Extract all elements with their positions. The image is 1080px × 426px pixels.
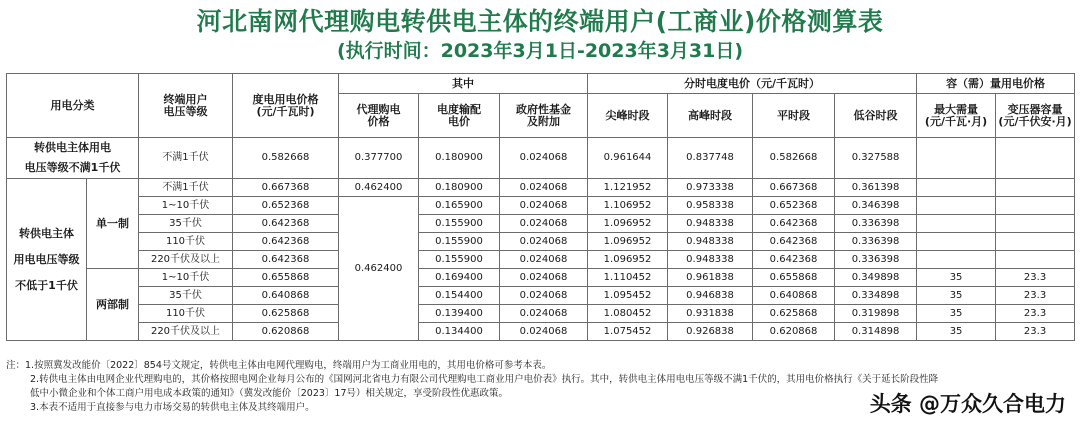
header-transmission: 电度输配 电价	[419, 94, 500, 138]
peak-cell: 1.096952	[588, 215, 668, 233]
header-proxy: 代理购电 价格	[339, 94, 419, 138]
valley-cell: 0.327588	[835, 138, 917, 179]
high-cell: 0.837748	[668, 138, 753, 179]
trans-cell: 0.155900	[419, 251, 500, 269]
header-max-demand: 最大需量 (元/千瓦·月)	[917, 94, 996, 138]
group-single: 单一制	[87, 179, 139, 269]
peak-cell: 1.080452	[588, 305, 668, 323]
price-cell: 0.642368	[233, 251, 339, 269]
trans-cell: 0.169400	[419, 269, 500, 287]
valley-cell: 0.336398	[835, 251, 917, 269]
fund-cell: 0.024068	[500, 323, 588, 341]
demand-cell	[917, 179, 996, 197]
high-cell: 0.961838	[668, 269, 753, 287]
transformer-cell	[996, 179, 1075, 197]
price-cell: 0.667368	[233, 179, 339, 197]
demand-cell: 35	[917, 287, 996, 305]
transformer-cell	[996, 251, 1075, 269]
transformer-cell	[996, 215, 1075, 233]
demand-cell	[917, 197, 996, 215]
header-flat: 平时段	[753, 94, 835, 138]
fund-cell: 0.024068	[500, 215, 588, 233]
header-high: 高峰时段	[668, 94, 753, 138]
flat-cell: 0.640868	[753, 287, 835, 305]
voltage-cell: 1~10千伏	[139, 269, 233, 287]
trans-cell: 0.180900	[419, 179, 500, 197]
transformer-cell: 23.3	[996, 323, 1075, 341]
price-cell: 0.640868	[233, 287, 339, 305]
price-cell: 0.625868	[233, 305, 339, 323]
fund-cell: 0.024068	[500, 138, 588, 179]
header-category: 用电分类	[7, 74, 139, 138]
voltage-cell: 不满1千伏	[139, 179, 233, 197]
flat-cell: 0.625868	[753, 305, 835, 323]
table-row	[7, 269, 1075, 287]
price-table	[6, 73, 1075, 341]
price-cell: 0.620868	[233, 323, 339, 341]
table-row	[7, 305, 1075, 323]
proxy-merged-cell: 0.462400	[339, 197, 419, 341]
group-over-1kv: 转供电主体 用电电压等级 不低于1千伏	[7, 179, 87, 341]
fund-cell: 0.024068	[500, 197, 588, 215]
valley-cell: 0.336398	[835, 215, 917, 233]
valley-cell: 0.314898	[835, 323, 917, 341]
group-two-part: 两部制	[87, 269, 139, 341]
demand-cell	[917, 251, 996, 269]
header-tou: 分时电度电价（元/千瓦时）	[588, 74, 917, 94]
note-line: 注：1.按照冀发改能价〔2022〕854号文规定，转供电主体由电网代理购电，终端用户为工商业用电的，其用电价格可参考本表。	[6, 360, 552, 371]
flat-cell: 0.652368	[753, 197, 835, 215]
demand-cell: 35	[917, 269, 996, 287]
demand-cell	[917, 138, 996, 179]
flat-cell: 0.642368	[753, 215, 835, 233]
proxy-cell: 0.462400	[339, 179, 419, 197]
fund-cell: 0.024068	[500, 269, 588, 287]
trans-cell: 0.154400	[419, 287, 500, 305]
high-cell: 0.948338	[668, 251, 753, 269]
transformer-cell	[996, 138, 1075, 179]
trans-cell: 0.180900	[419, 138, 500, 179]
fund-cell: 0.024068	[500, 305, 588, 323]
fund-cell: 0.024068	[500, 179, 588, 197]
high-cell: 0.948338	[668, 233, 753, 251]
valley-cell: 0.361398	[835, 179, 917, 197]
peak-cell: 1.110452	[588, 269, 668, 287]
note-line: 2.转供电主体由电网企业代理购电的，其价格按照电网企业每月公布的《国网河北省电力有限公司代理购电工商业用户电价表》执行。其中，转供电主体用电电压等级不满1千伏的，其用电价格执行《关于延长阶段性降	[30, 374, 939, 385]
high-cell: 0.926838	[668, 323, 753, 341]
voltage-cell: 220千伏及以上	[139, 251, 233, 269]
demand-cell	[917, 233, 996, 251]
table-row	[7, 215, 1075, 233]
high-cell: 0.931838	[668, 305, 753, 323]
table-row	[7, 138, 1075, 179]
watermark: 头条 @万众久合电力	[866, 388, 1070, 418]
note-line: 3.本表不适用于直接参与电力市场交易的转供电主体及其终端用户。	[30, 402, 315, 413]
header-among: 其中	[339, 74, 588, 94]
valley-cell: 0.349898	[835, 269, 917, 287]
high-cell: 0.973338	[668, 179, 753, 197]
flat-cell: 0.620868	[753, 323, 835, 341]
table-row	[7, 233, 1075, 251]
price-cell: 0.655868	[233, 269, 339, 287]
header-capacity: 容（需）量用电价格	[917, 74, 1075, 94]
table-row	[7, 179, 1075, 197]
group-under-1kv: 转供电主体用电 电压等级不满1千伏	[7, 138, 139, 179]
peak-cell: 1.095452	[588, 287, 668, 305]
high-cell: 0.958338	[668, 197, 753, 215]
header-unit-price: 度电用电价格 (元/千瓦时)	[233, 74, 339, 138]
voltage-cell: 不满1千伏	[139, 138, 233, 179]
table-row	[7, 251, 1075, 269]
page-subtitle: (执行时间：2023年3月1日-2023年3月31日)	[336, 40, 744, 62]
demand-cell	[917, 215, 996, 233]
trans-cell: 0.139400	[419, 305, 500, 323]
price-cell: 0.652368	[233, 197, 339, 215]
trans-cell: 0.165900	[419, 197, 500, 215]
trans-cell: 0.155900	[419, 215, 500, 233]
header-transformer: 变压器容量 (元/千伏安·月)	[996, 94, 1075, 138]
flat-cell: 0.642368	[753, 233, 835, 251]
voltage-cell: 110千伏	[139, 305, 233, 323]
valley-cell: 0.336398	[835, 233, 917, 251]
voltage-cell: 220千伏及以上	[139, 323, 233, 341]
peak-cell: 1.096952	[588, 251, 668, 269]
table-row	[7, 197, 1075, 215]
transformer-cell: 23.3	[996, 269, 1075, 287]
price-cell: 0.642368	[233, 233, 339, 251]
transformer-cell: 23.3	[996, 287, 1075, 305]
high-cell: 0.948338	[668, 215, 753, 233]
price-cell: 0.582668	[233, 138, 339, 179]
peak-cell: 1.096952	[588, 233, 668, 251]
note-line: 低中小微企业和个体工商户用电成本政策的通知》（冀发改能价〔2023〕17号）相关规定，享受阶段性优惠政策。	[30, 388, 509, 399]
fund-cell: 0.024068	[500, 233, 588, 251]
transformer-cell	[996, 233, 1075, 251]
demand-cell: 35	[917, 323, 996, 341]
high-cell: 0.946838	[668, 287, 753, 305]
header-valley: 低谷时段	[835, 94, 917, 138]
demand-cell: 35	[917, 305, 996, 323]
peak-cell: 1.121952	[588, 179, 668, 197]
peak-cell: 1.106952	[588, 197, 668, 215]
proxy-cell: 0.377700	[339, 138, 419, 179]
fund-cell: 0.024068	[500, 287, 588, 305]
valley-cell: 0.346398	[835, 197, 917, 215]
peak-cell: 0.961644	[588, 138, 668, 179]
valley-cell: 0.334898	[835, 287, 917, 305]
transformer-cell	[996, 197, 1075, 215]
page-title: 河北南网代理购电转供电主体的终端用户(工商业)价格测算表	[196, 7, 884, 36]
header-peak: 尖峰时段	[588, 94, 668, 138]
trans-cell: 0.155900	[419, 233, 500, 251]
header-voltage: 终端用户 电压等级	[139, 74, 233, 138]
table-row	[7, 287, 1075, 305]
price-cell: 0.642368	[233, 215, 339, 233]
header-fund: 政府性基金 及附加	[500, 94, 588, 138]
trans-cell: 0.134400	[419, 323, 500, 341]
flat-cell: 0.655868	[753, 269, 835, 287]
flat-cell: 0.667368	[753, 179, 835, 197]
fund-cell: 0.024068	[500, 251, 588, 269]
voltage-cell: 35千伏	[139, 215, 233, 233]
table-row	[7, 323, 1075, 341]
transformer-cell: 23.3	[996, 305, 1075, 323]
voltage-cell: 1~10千伏	[139, 197, 233, 215]
peak-cell: 1.075452	[588, 323, 668, 341]
valley-cell: 0.319898	[835, 305, 917, 323]
flat-cell: 0.642368	[753, 251, 835, 269]
voltage-cell: 35千伏	[139, 287, 233, 305]
voltage-cell: 110千伏	[139, 233, 233, 251]
flat-cell: 0.582668	[753, 138, 835, 179]
